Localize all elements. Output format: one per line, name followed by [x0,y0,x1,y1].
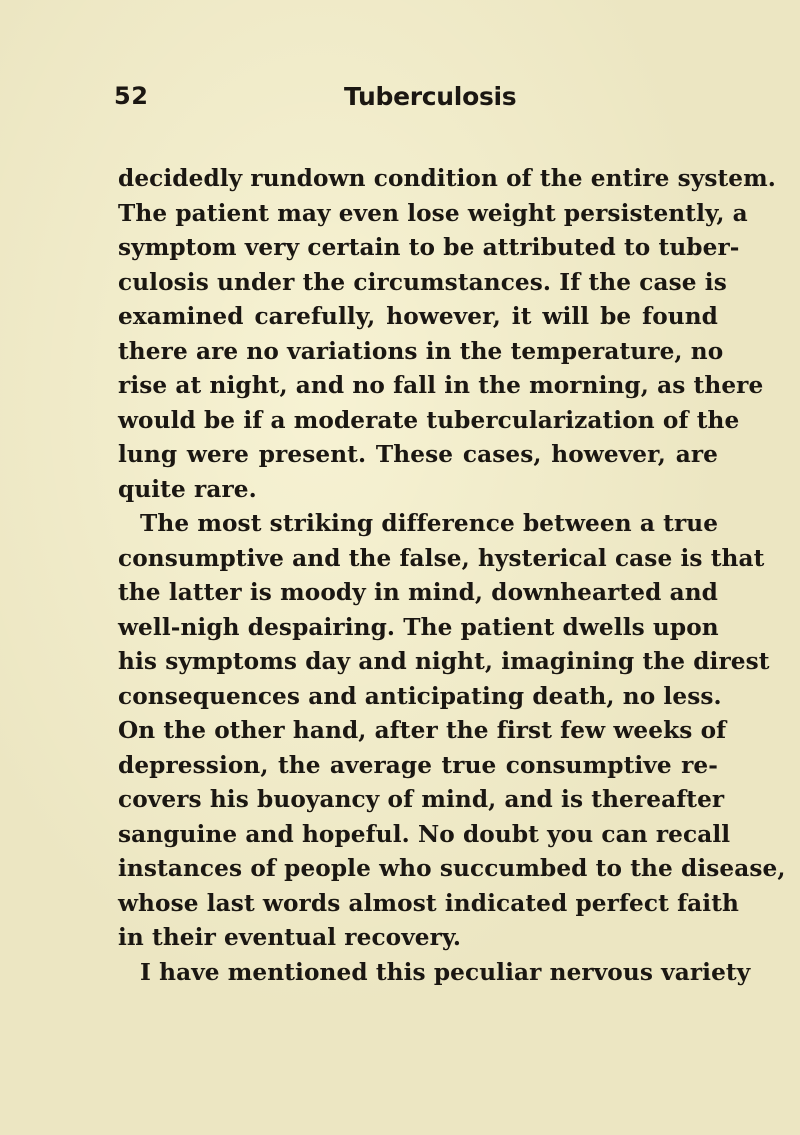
text-line: The patient may even lose weight persistently, a [118,199,748,227]
text-line: examined carefully, however, it will be found [118,303,718,330]
text-line: sanguine and hopeful. No doubt you can recall [118,820,731,848]
text-line: covers his buoyancy of mind, and is thereafter [118,786,725,813]
text-line: instances of people who succumbed to the disease, [118,855,786,882]
text-line: would be if a moderate tubercularization of the [118,406,740,434]
text-line: consumptive and the false, hysterical case is that [118,544,765,572]
body-text [118,162,786,990]
text-line: whose last words almost indicated perfect faith [118,889,739,917]
text-line: The most striking difference between a true [140,510,719,537]
text-line: quite rare. [118,475,257,503]
text-line: the latter is moody in mind, downhearted and [118,579,718,606]
text-line: in their eventual recovery. [118,924,462,951]
text-line: decidedly rundown condition of the entire system. [118,165,776,192]
text-line: culosis under the circumstances. If the case is [118,268,727,296]
text-line: On the other hand, after the first few weeks of [118,717,727,744]
running-title: Tuberculosis [344,82,517,111]
text-line: his symptoms day and night, imagining the direst [118,648,770,675]
text-line: depression, the average true consumptive re- [118,751,718,779]
page-header [114,82,714,122]
text-line: symptom very certain to be attributed to tuber- [118,234,740,261]
text-line: well-nigh despairing. The patient dwells upon [118,613,719,641]
text-line: lung were present. These cases, however, are [118,441,718,468]
page-number: 52 [114,82,149,110]
text-line: rise at night, and no fall in the morning, as there [118,372,764,399]
text-line: I have mentioned this peculiar nervous variety [140,958,751,986]
text-line: there are no variations in the temperature, no [118,337,724,365]
text-line: consequences and anticipating death, no less. [118,682,722,710]
